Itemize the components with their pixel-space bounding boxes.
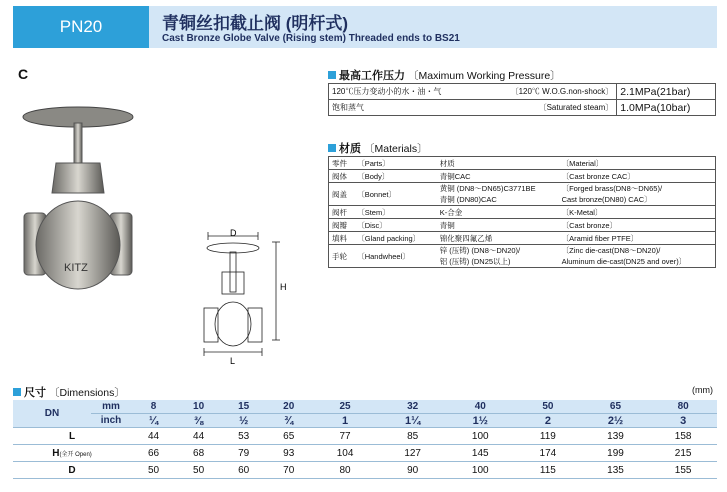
dimension-value: 68 — [176, 445, 221, 462]
table-row — [329, 219, 716, 232]
material-cn: 黄铜 (DN8～DN65)C3771BE 青铜 (DN80)CAC — [437, 183, 559, 206]
inch-label: inch — [91, 414, 131, 428]
materials-table — [328, 156, 716, 268]
header-cell: 〔Material〕 — [559, 157, 716, 170]
dimension-value: 145 — [446, 445, 514, 462]
dimension-label — [13, 428, 131, 445]
inch-row — [13, 414, 717, 428]
size-inch: 2 — [514, 414, 582, 428]
pressure-condition-en: 〔120℃ W.O.G.non-shock〕 — [477, 84, 617, 100]
size-inch: 3 — [649, 414, 717, 428]
dimension-value: 44 — [131, 428, 176, 445]
size-inch: ⅜ — [176, 414, 221, 428]
size-inch: ¾ — [266, 414, 311, 428]
material-en: 〔Cast bronze CAC〕 — [559, 170, 716, 183]
size-mm: 15 — [221, 400, 266, 414]
material-cn: K-合金 — [437, 206, 559, 219]
dimension-value: 50 — [131, 462, 176, 479]
mm-label: mm — [91, 400, 131, 414]
pressure-title-cn: 最高工作压力 — [339, 70, 405, 82]
dimension-value: 119 — [514, 428, 582, 445]
section-marker-icon — [328, 144, 336, 152]
size-inch: 1½ — [446, 414, 514, 428]
part-cn: 手轮 — [329, 245, 355, 268]
dimension-value: 65 — [266, 428, 311, 445]
materials-section-title — [328, 140, 428, 156]
pressure-table — [328, 83, 716, 116]
size-mm: 40 — [446, 400, 514, 414]
dimension-sub: (全开 Open) — [59, 451, 92, 458]
material-en: 〔Zinc die-cast(DN8～DN20)/ Aluminum die-cast(DN25 and over)〕 — [559, 245, 716, 268]
dimension-value: 66 — [131, 445, 176, 462]
dimension-letter: H — [52, 447, 60, 459]
size-mm: 80 — [649, 400, 717, 414]
dimension-value: 199 — [582, 445, 650, 462]
dimension-value: 100 — [446, 428, 514, 445]
dimension-row — [13, 428, 717, 445]
pressure-section-title — [328, 67, 561, 83]
materials-title-en: 〔Materials〕 — [364, 142, 428, 155]
valve-photo — [18, 95, 138, 305]
mm-row — [13, 400, 717, 414]
dimension-letter: D — [68, 464, 76, 476]
dimension-value: 135 — [582, 462, 650, 479]
dimension-value: 80 — [311, 462, 379, 479]
pressure-value: 1.0MPa(10bar) — [617, 100, 716, 116]
pressure-condition-en: 〔Saturated steam〕 — [477, 100, 617, 116]
product-title-en: Cast Bronze Globe Valve (Rising stem) Threaded ends to BS21 — [162, 33, 460, 44]
dimensions-table — [13, 400, 717, 479]
dimension-value: 70 — [266, 462, 311, 479]
size-mm: 25 — [311, 400, 379, 414]
dimension-value: 155 — [649, 462, 717, 479]
dimension-value: 79 — [221, 445, 266, 462]
material-en: 〔K-Metal〕 — [559, 206, 716, 219]
size-mm: 32 — [379, 400, 447, 414]
table-row — [329, 170, 716, 183]
diagram-label-l: L — [230, 356, 236, 366]
dimension-label — [13, 445, 131, 462]
header-cell: 零件 — [329, 157, 355, 170]
size-mm: 65 — [582, 400, 650, 414]
table-header-row — [329, 157, 716, 170]
section-marker-icon — [328, 71, 336, 79]
header-cell: 〔Parts〕 — [354, 157, 436, 170]
size-inch: 1 — [311, 414, 379, 428]
dimension-label — [13, 462, 131, 479]
size-mm: 20 — [266, 400, 311, 414]
header-cell: 材质 — [437, 157, 559, 170]
table-row — [329, 245, 716, 268]
part-en: 〔Handwheel〕 — [354, 245, 436, 268]
dimension-value: 158 — [649, 428, 717, 445]
dimension-value: 50 — [176, 462, 221, 479]
pressure-title-en: 〔Maximum Working Pressure〕 — [408, 69, 561, 82]
dimension-value: 174 — [514, 445, 582, 462]
diagram-label-h: H — [280, 282, 287, 292]
dimension-value: 90 — [379, 462, 447, 479]
size-mm: 8 — [131, 400, 176, 414]
dimension-value: 127 — [379, 445, 447, 462]
size-mm: 10 — [176, 400, 221, 414]
part-en: 〔Disc〕 — [354, 219, 436, 232]
dimension-value: 104 — [311, 445, 379, 462]
dimension-letter: L — [68, 430, 76, 442]
table-row — [329, 232, 716, 245]
part-cn: 阀瓣 — [329, 219, 355, 232]
part-en: 〔Stem〕 — [354, 206, 436, 219]
pressure-condition-cn: 120℃压力变动小的水・油・气 — [329, 84, 477, 100]
dimension-diagram — [190, 228, 300, 368]
section-marker-icon — [13, 388, 21, 396]
pressure-condition-cn: 饱和蒸气 — [329, 100, 477, 116]
material-cn: 锦化聚四氟乙烯 — [437, 232, 559, 245]
dimensions-title-cn: 尺寸 — [24, 387, 46, 399]
material-cn: 青铜 — [437, 219, 559, 232]
part-en: 〔Bonnet〕 — [354, 183, 436, 206]
table-row — [329, 100, 716, 116]
part-en: 〔Body〕 — [354, 170, 436, 183]
unit-label: (mm) — [692, 385, 713, 395]
table-row — [329, 84, 716, 100]
dimensions-section-title — [13, 384, 125, 400]
material-en: 〔Aramid fiber PTFE〕 — [559, 232, 716, 245]
casting-text: KITZ — [64, 262, 88, 274]
dimension-value: 93 — [266, 445, 311, 462]
size-inch: ¼ — [131, 414, 176, 428]
part-en: 〔Gland packing〕 — [354, 232, 436, 245]
product-title-cn: 青铜丝扣截止阀 (明杆式) — [162, 14, 349, 33]
dn-label: DN — [13, 400, 91, 428]
diagram-label-d: D — [230, 228, 237, 238]
size-inch: ½ — [221, 414, 266, 428]
dimension-value: 115 — [514, 462, 582, 479]
dimension-value: 44 — [176, 428, 221, 445]
model-code: C — [18, 66, 29, 82]
table-row — [329, 183, 716, 206]
size-inch: 2½ — [582, 414, 650, 428]
dimension-value: 77 — [311, 428, 379, 445]
size-inch: 1¼ — [379, 414, 447, 428]
dimension-row — [13, 462, 717, 479]
material-en: 〔Forged brass(DN8～DN65)/ Cast bronze(DN80) CAC〕 — [559, 183, 716, 206]
dimension-value: 85 — [379, 428, 447, 445]
part-cn: 阀杆 — [329, 206, 355, 219]
materials-title-cn: 材质 — [339, 143, 361, 155]
part-cn: 阀盖 — [329, 183, 355, 206]
dimension-value: 100 — [446, 462, 514, 479]
dimension-value: 60 — [221, 462, 266, 479]
dimension-row — [13, 445, 717, 462]
part-cn: 阀体 — [329, 170, 355, 183]
table-row — [329, 206, 716, 219]
dimension-value: 215 — [649, 445, 717, 462]
pressure-class-badge: PN20 — [13, 6, 149, 48]
dimension-value: 53 — [221, 428, 266, 445]
material-cn: 锌 (压铸) (DN8～DN20)/ 铝 (压铸) (DN25以上) — [437, 245, 559, 268]
size-mm: 50 — [514, 400, 582, 414]
dimension-value: 139 — [582, 428, 650, 445]
part-cn: 填料 — [329, 232, 355, 245]
dimensions-title-en: 〔Dimensions〕 — [49, 386, 125, 399]
material-en: 〔Cast bronze〕 — [559, 219, 716, 232]
material-cn: 青铜CAC — [437, 170, 559, 183]
pressure-value: 2.1MPa(21bar) — [617, 84, 716, 100]
